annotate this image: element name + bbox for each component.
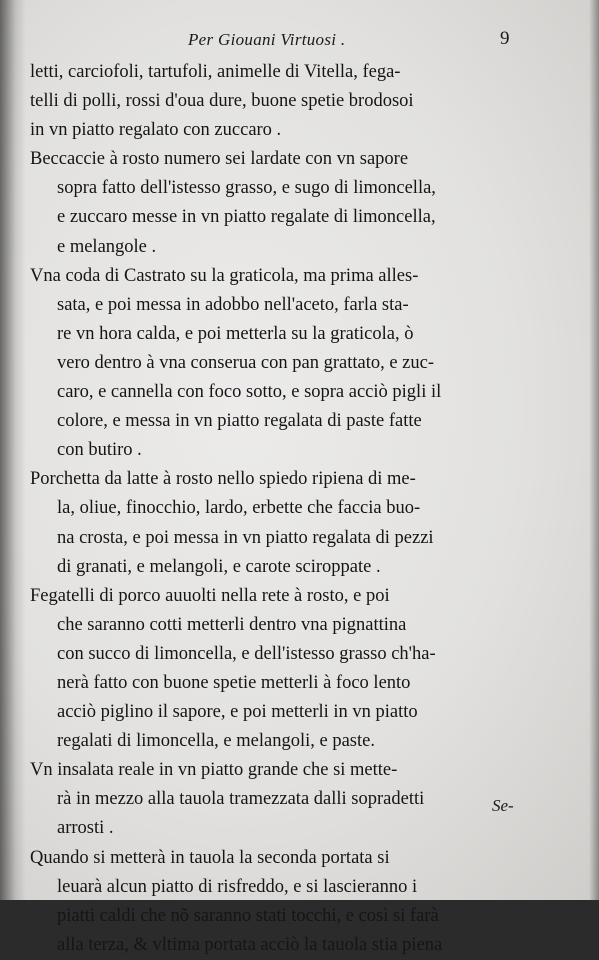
text-line: rà in mezzo alla tauola tramezzata dalli sopradetti bbox=[57, 789, 425, 810]
text-line: Porchetta da latte à rosto nello spiedo ripiena di me- bbox=[30, 469, 416, 490]
text-line: vero dentro à vna conserua con pan grattato, e zuc- bbox=[57, 352, 435, 373]
text-line: Fegatelli di porco auuolti nella rete à rosto, e poi bbox=[30, 585, 390, 606]
text-line: caro, e cannella con foco sotto, e sopra acciò pigli il bbox=[57, 382, 442, 403]
text-line: Vn insalata reale in vn piatto grande che si mette- bbox=[30, 760, 398, 781]
binding-shadow bbox=[0, 0, 26, 900]
text-line: piatti caldi che nõ saranno stati tocchi, e così si farà bbox=[57, 905, 439, 926]
catchword: Se- bbox=[492, 796, 514, 815]
text-line: acciò piglino il sapore, e poi metterli in vn piatto bbox=[57, 702, 418, 723]
page-number: 9 bbox=[500, 28, 510, 49]
running-head: Per Giouani Virtuosi . bbox=[188, 30, 346, 49]
text-line: regalati di limoncella, e melangoli, e paste. bbox=[57, 731, 375, 752]
text-line: alla terza, & vltima portata acciò la tauola stia piena bbox=[57, 934, 443, 955]
text-line: colore, e messa in vn piatto regalata di paste fatte bbox=[57, 411, 422, 432]
text-line: re vn hora calda, e poi metterla su la graticola, ò bbox=[57, 323, 414, 344]
text-line: con succo di limoncella, e dell'istesso grasso ch'ha- bbox=[57, 643, 436, 664]
text-line: Beccaccie à rosto numero sei lardate con vn sapore bbox=[30, 149, 409, 170]
text-line: telli di polli, rossi d'oua dure, buone spetie brodosoi bbox=[30, 91, 414, 112]
body-text bbox=[30, 58, 545, 960]
text-line: che saranno cotti metterli dentro vna pignattina bbox=[57, 614, 407, 635]
text-line: leuarà alcun piatto di risfreddo, e si lascieranno i bbox=[57, 876, 418, 897]
text-line: e zuccaro messe in vn piatto regalate di limoncella, bbox=[57, 207, 436, 228]
text-line: na crosta, e poi messa in vn piatto regalata di pezzi bbox=[57, 527, 434, 548]
text-line: sata, e poi messa in adobbo nell'aceto, farla sta- bbox=[57, 294, 409, 315]
text-line: e melangole . bbox=[57, 236, 157, 257]
text-line: in vn piatto regalato con zuccaro . bbox=[30, 120, 282, 141]
text-line: di granati, e melangoli, e carote sciroppate . bbox=[57, 556, 381, 577]
text-line: la, oliue, finocchio, lardo, erbette che faccia buo- bbox=[57, 498, 421, 519]
page-edge-shadow bbox=[589, 0, 599, 900]
text-line: Vna coda di Castrato su la graticola, ma prima alles- bbox=[30, 265, 419, 286]
text-line: nerà fatto con buone spetie metterli à foco lento bbox=[57, 672, 411, 693]
text-line: arrosti . bbox=[57, 818, 114, 839]
text-line: letti, carciofoli, tartufoli, animelle di Vitella, fega- bbox=[30, 62, 401, 82]
text-line: con butiro . bbox=[57, 440, 142, 461]
text-line: sopra fatto dell'istesso grasso, e sugo di limoncella, bbox=[57, 178, 436, 199]
text-line: Quando si metterà in tauola la seconda portata si bbox=[30, 847, 390, 868]
